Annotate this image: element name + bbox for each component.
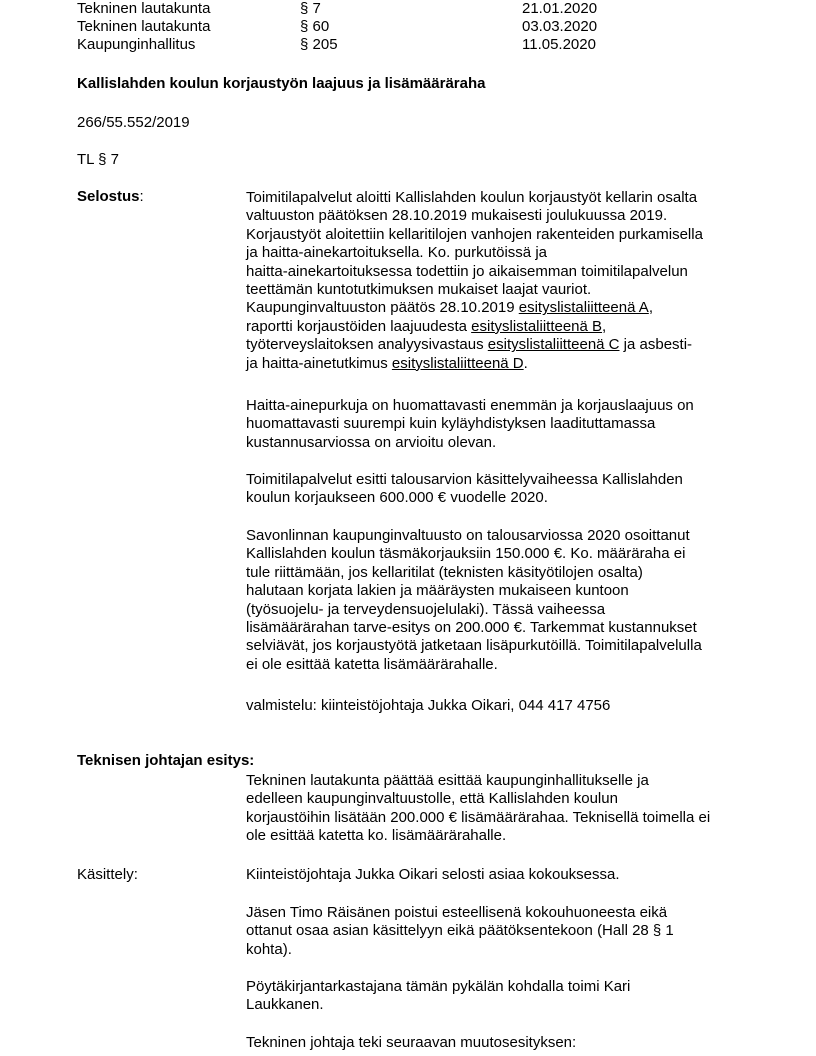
text-fragment: työterveyslaitoksen analyysivastaus bbox=[246, 336, 488, 354]
text-line: ottanut osaa asian käsittelyyn eikä päätöksentekoon (Hall 28 § 1 bbox=[246, 922, 674, 940]
text-line: edelleen kaupunginvaltuustolle, että Kallislahden koulun bbox=[246, 790, 618, 808]
text-line: selviävät, jos korjaustyötä jatketaan lisäpurkutöillä. Toimitilapalvelulla bbox=[246, 637, 702, 655]
history-org: Kaupunginhallitus bbox=[77, 36, 196, 53]
selostus-label-colon: : bbox=[139, 188, 144, 205]
text-fragment: Kaupunginvaltuuston päätös 28.10.2019 bbox=[246, 299, 519, 317]
history-org: Tekninen lautakunta bbox=[77, 0, 211, 17]
history-date: 03.03.2020 bbox=[522, 18, 598, 35]
text-line: valtuuston päätöksen 28.10.2019 mukaisesti joulukuussa 2019. bbox=[246, 207, 668, 225]
selostus-label bbox=[77, 188, 144, 206]
selostus-paragraph-3 bbox=[246, 471, 746, 508]
text-fragment: raportti korjaustöiden laajuudesta bbox=[246, 317, 472, 335]
text-line: Haitta-ainepurkuja on huomattavasti enemmän ja korjauslaajuus on bbox=[246, 397, 694, 414]
history-row bbox=[0, 18, 816, 36]
history-section: § 205 bbox=[300, 36, 338, 53]
text-line: Tekninen johtaja teki seuraavan muutosesityksen: bbox=[246, 1034, 577, 1051]
handling-label: Käsittely: bbox=[77, 866, 138, 883]
attachment-a-link[interactable]: esityslistaliitteenä A bbox=[518, 299, 649, 317]
document-title: Kallislahden koulun korjaustyön laajuus ja lisämääräraha bbox=[77, 75, 486, 92]
text-fragment: , bbox=[648, 299, 653, 317]
text-line: halutaan korjata lakien ja määräysten mukaiseen kuntoon bbox=[246, 582, 629, 600]
text-fragment: , bbox=[602, 317, 607, 335]
text-line: ei ole esittää katetta lisämäärärahalle. bbox=[246, 655, 498, 673]
preparer-line bbox=[246, 697, 746, 715]
text-line: ole esittää katetta ko. lisämäärärahalle. bbox=[246, 827, 507, 845]
text-line: Kiinteistöjohtaja Jukka Oikari selosti asiaa kokouksessa. bbox=[246, 866, 620, 883]
selostus-body bbox=[246, 189, 746, 373]
history-date: 11.05.2020 bbox=[522, 36, 596, 53]
selostus-label-text: Selostus bbox=[77, 188, 140, 205]
text-line: (työsuojelu- ja terveydensuojelulaki). Tässä vaiheessa bbox=[246, 600, 606, 618]
text-line: Jäsen Timo Räisänen poistui esteellisenä kokouhuoneesta eikä bbox=[246, 904, 668, 921]
text-line: Laukkanen. bbox=[246, 996, 324, 1014]
history-date: 21.01.2020 bbox=[522, 0, 598, 17]
selostus-paragraph-4 bbox=[246, 527, 746, 674]
text-line: teettämän kuntotutkimuksen mukaiset laajat vauriot. bbox=[246, 281, 592, 299]
text-fragment: ja asbesti- bbox=[619, 336, 693, 354]
text-line: korjaustöihin lisätään 200.000 € lisämäärärahaa. Teknisellä toimella ei bbox=[246, 808, 711, 826]
board-section-ref: TL § 7 bbox=[77, 151, 119, 168]
diary-reference: 266/55.552/2019 bbox=[77, 114, 190, 131]
handling-paragraph-4 bbox=[246, 1034, 746, 1052]
text-line: ja haitta-ainekartoituksella. Ko. purkutöissä ja bbox=[246, 244, 547, 262]
history-section: § 7 bbox=[300, 0, 321, 17]
text-line: koulun korjaukseen 600.000 € vuodelle 2020. bbox=[246, 489, 548, 507]
text-line bbox=[246, 336, 746, 354]
history-row bbox=[0, 36, 816, 54]
text-line: haitta-ainekartoituksessa todettiin jo aikaisemman toimitilapalvelun bbox=[246, 262, 688, 280]
text-line: Kallislahden koulun täsmäkorjauksiin 150.000 €. Ko. määräraha ei bbox=[246, 545, 686, 563]
proposal-body bbox=[246, 772, 746, 846]
text-line: Korjaustyöt aloitettiin kellaritilojen vanhojen rakenteiden purkamisella bbox=[246, 225, 703, 243]
text-line: Savonlinnan kaupunginvaltuusto on talousarviossa 2020 osoittanut bbox=[246, 527, 690, 544]
text-line bbox=[246, 355, 746, 373]
text-line: Tekninen lautakunta päättää esittää kaupunginhallitukselle ja bbox=[246, 772, 649, 789]
attachment-b-link[interactable]: esityslistaliitteenä B bbox=[471, 317, 603, 335]
history-section: § 60 bbox=[300, 18, 330, 35]
text-line: tule riittämään, jos kellaritilat (teknisten käsityötilojen osalta) bbox=[246, 563, 643, 581]
text-line: Toimitilapalvelut aloitti Kallislahden koulun korjaustyöt kellarin osalta bbox=[246, 189, 698, 206]
handling-paragraph-3 bbox=[246, 978, 746, 1015]
proposal-label: Teknisen johtajan esitys: bbox=[77, 752, 255, 769]
text-line: lisämäärärahan tarve-esitys on 200.000 €. Tarkemmat kustannukset bbox=[246, 619, 697, 637]
text-line: valmistelu: kiinteistöjohtaja Jukka Oikari, 044 417 4756 bbox=[246, 697, 611, 714]
history-row bbox=[0, 0, 816, 18]
selostus-paragraph-1 bbox=[246, 189, 746, 373]
history-org: Tekninen lautakunta bbox=[77, 18, 211, 35]
text-line: huomattavasti suurempi kuin kyläyhdistyksen laadituttamassa bbox=[246, 415, 656, 433]
text-line: Toimitilapalvelut esitti talousarvion käsittelyvaiheessa Kallislahden bbox=[246, 471, 683, 488]
text-line: kustannusarviossa on arvioitu olevan. bbox=[246, 433, 497, 451]
text-line: kohta). bbox=[246, 940, 292, 958]
handling-paragraph-1 bbox=[246, 866, 746, 884]
handling-paragraph-2 bbox=[246, 904, 746, 959]
attachment-c-link[interactable]: esityslistaliitteenä C bbox=[487, 336, 620, 354]
text-fragment: . bbox=[523, 354, 528, 372]
text-line bbox=[246, 318, 746, 336]
text-fragment: ja haitta-ainetutkimus bbox=[246, 354, 392, 372]
text-line: Pöytäkirjantarkastajana tämän pykälän kohdalla toimi Kari bbox=[246, 978, 631, 995]
text-line bbox=[246, 299, 746, 317]
attachment-d-link[interactable]: esityslistaliitteenä D bbox=[391, 354, 524, 372]
selostus-paragraph-2 bbox=[246, 397, 746, 452]
